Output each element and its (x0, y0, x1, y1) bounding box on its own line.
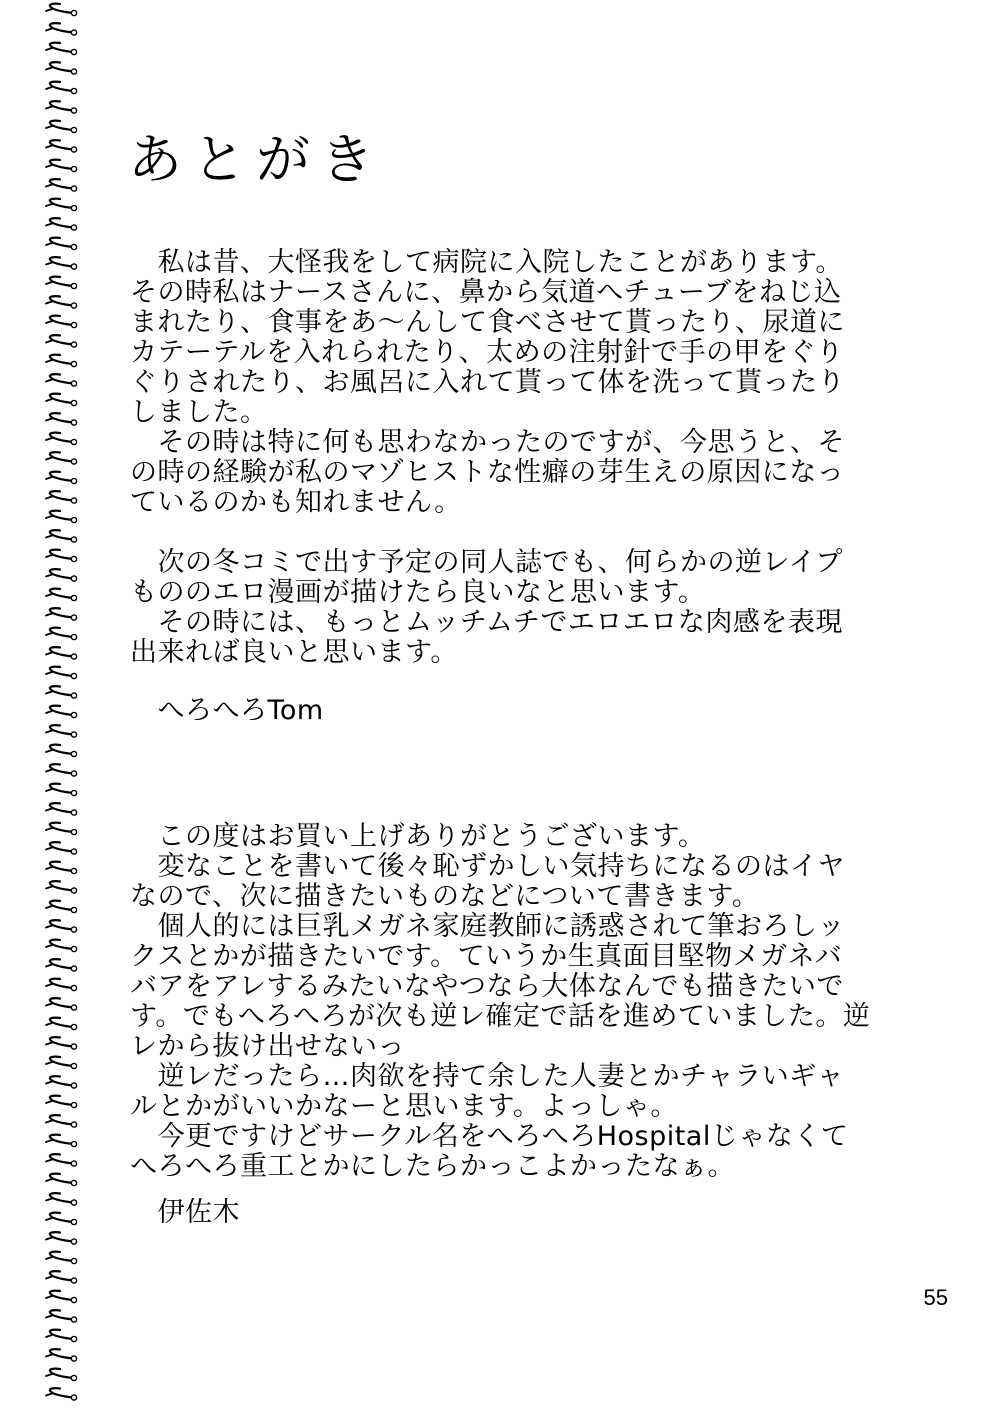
binding-coil (46, 140, 77, 152)
text-line: ルとかがいいかなーと思います。よっしゃ。 (130, 1091, 678, 1122)
text-line: クスとかが描きたいです。ていうか生真面目堅物メガネバ (130, 941, 843, 972)
binding-coil (46, 316, 77, 328)
binding-coil (46, 686, 77, 698)
binding-coil (46, 1174, 77, 1186)
text-line: 変なことを書いて後々恥ずかしい気持ちになるのはイヤ (130, 851, 845, 882)
binding-coil (46, 1193, 77, 1205)
text-line: その時は特に何も思わなかったのですが、今思うと、そ (130, 427, 845, 458)
binding-coil (46, 1057, 77, 1069)
binding-coil (46, 1388, 77, 1400)
binding-coil (46, 823, 77, 835)
binding-coil (46, 881, 77, 893)
text-line: 私は昔、大怪我をして病院に入院したことがあります。 (130, 247, 843, 278)
binding-coil (46, 511, 77, 523)
binding-coil (46, 745, 77, 757)
binding-coil (46, 862, 77, 874)
binding-coil (46, 257, 77, 269)
binding-coil (46, 4, 77, 16)
binding-coil (46, 121, 77, 133)
binding-coil (46, 82, 77, 94)
binding-coil (46, 335, 77, 347)
binding-coil (46, 62, 77, 74)
binding-coil (46, 394, 77, 406)
binding-coil (46, 803, 77, 815)
binding-coil (46, 472, 77, 484)
binding-coil (46, 725, 77, 737)
binding-coil (46, 452, 77, 464)
binding-coil (46, 1291, 77, 1303)
binding-coil (46, 920, 77, 932)
binding-coil (46, 667, 77, 679)
binding-coil (46, 1271, 77, 1283)
binding-coil (46, 608, 77, 620)
binding-coil (46, 179, 77, 191)
text-line: まれたり、食事をあ〜んして食べさせて貰ったり、尿道に (130, 307, 845, 338)
binding-coil (46, 628, 77, 640)
text-line: 今更ですけどサークル名をへろへろHospitalじゃなくて (130, 1121, 849, 1152)
spiral-binding (44, 0, 88, 1412)
binding-coil (46, 589, 77, 601)
text-line: す。でもへろへろが次も逆レ確定で話を進めていました。逆 (130, 1001, 871, 1032)
binding-coil (46, 569, 77, 581)
binding-coil (46, 998, 77, 1010)
binding-coil (46, 1018, 77, 1030)
text-line: 個人的には巨乳メガネ家庭教師に誘惑されて筆おろしッ (130, 911, 845, 942)
binding-coil (46, 277, 77, 289)
binding-coil (46, 413, 77, 425)
binding-coil (46, 959, 77, 971)
binding-coil (46, 1252, 77, 1264)
binding-coil (46, 940, 77, 952)
page-number: 55 (923, 1285, 948, 1310)
text-line: レから抜け出せないっ (130, 1031, 405, 1062)
binding-coil (46, 647, 77, 659)
text-line: 次の冬コミで出す予定の同人誌でも、何らかの逆レイプ (130, 547, 843, 578)
text-line: の時の経験が私のマゾヒストな性癖の芽生えの原因になっ (130, 457, 845, 488)
author-signature-tom: へろへろTom (130, 695, 324, 726)
binding-coil (46, 101, 77, 113)
binding-coil (46, 199, 77, 211)
binding-coil (46, 842, 77, 854)
binding-coil (46, 1037, 77, 1049)
binding-coil (46, 218, 77, 230)
binding-coil (46, 374, 77, 386)
binding-coil (46, 1213, 77, 1225)
binding-coil (46, 901, 77, 913)
binding-coil (46, 764, 77, 776)
binding-coil (46, 1349, 77, 1361)
binding-coil (46, 296, 77, 308)
binding-coil (46, 1232, 77, 1244)
binding-coil (46, 491, 77, 503)
binding-coil (46, 1369, 77, 1381)
binding-coil (46, 160, 77, 172)
author-signature-isaki: 伊佐木 (130, 1197, 240, 1228)
binding-coil (46, 530, 77, 542)
text-line: その時私はナースさんに、鼻から気道へチューブをねじ込 (130, 277, 842, 308)
binding-coil (46, 550, 77, 562)
binding-coil (46, 355, 77, 367)
text-line: へろへろ重工とかにしたらかっこよかったなぁ。 (130, 1151, 735, 1182)
binding-coil (46, 1115, 77, 1127)
text-line: しました。 (130, 397, 268, 428)
text-line: その時には、もっとムッチムチでエロエロな肉感を表現 (130, 607, 843, 638)
binding-coil (46, 23, 77, 35)
text-line: なので、次に描きたいものなどについて書きます。 (130, 881, 760, 912)
text-line: ているのかも知れません。 (130, 487, 462, 518)
binding-coil (46, 433, 77, 445)
text-line: ぐりされたり、お風呂に入れて貰って体を洗って貰ったり (130, 367, 845, 398)
binding-coil (46, 784, 77, 796)
binding-coil (46, 1135, 77, 1147)
text-line: バアをアレするみたいなやつなら大体なんでも描きたいで (130, 971, 844, 1002)
text-line: カテーテルを入れられたり、太めの注射針で手の甲をぐり (130, 337, 844, 368)
binding-coil (46, 1096, 77, 1108)
binding-coil (46, 979, 77, 991)
text-line: この度はお買い上げありがとうございます。 (130, 821, 706, 852)
binding-coil (46, 1330, 77, 1342)
page-title: あとがき (128, 128, 384, 191)
text-line: 逆レだったら…肉欲を持て余した人妻とかチャラいギャ (130, 1061, 845, 1092)
binding-coil (46, 1154, 77, 1166)
text-line: もののエロ漫画が描けたら良いなと思います。 (130, 577, 706, 608)
binding-coil (46, 238, 77, 250)
binding-coil (46, 706, 77, 718)
binding-coil (46, 43, 77, 55)
binding-coil (46, 1310, 77, 1322)
text-line: 出来れば良いと思います。 (130, 637, 458, 668)
binding-coil (46, 1076, 77, 1088)
